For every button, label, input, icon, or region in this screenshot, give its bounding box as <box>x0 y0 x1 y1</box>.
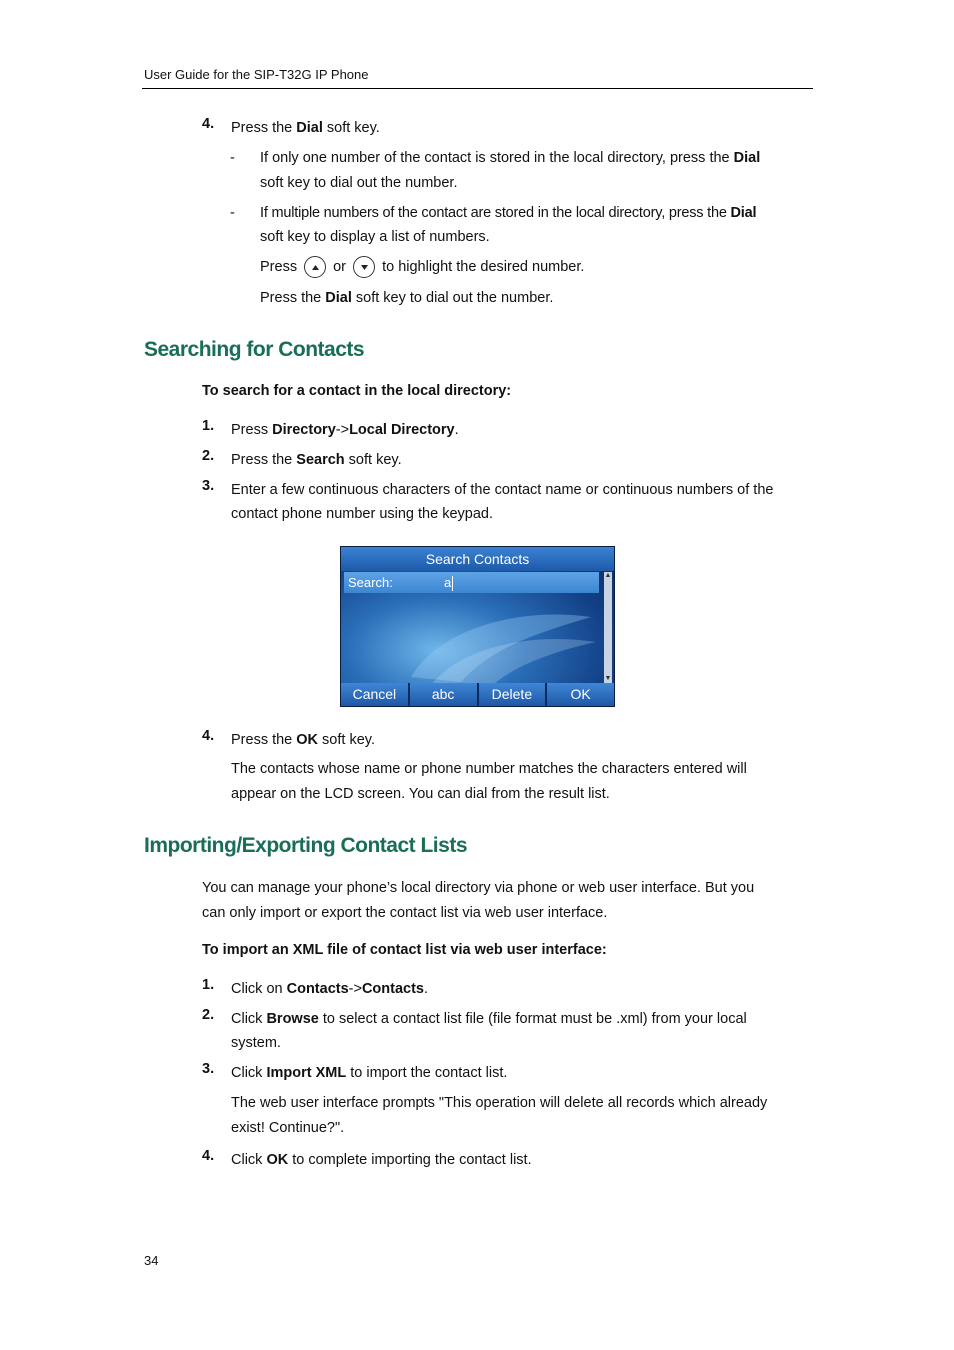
text: Click <box>231 1011 267 1027</box>
step-text: system. <box>231 1035 281 1051</box>
text: . <box>454 422 459 438</box>
running-header: User Guide for the SIP-T32G IP Phone <box>144 67 369 82</box>
menu-path: Directory <box>272 422 336 438</box>
soft-key-name: Dial <box>733 150 761 166</box>
abc-softkey[interactable]: abc <box>410 683 477 706</box>
result-text: The contacts whose name or phone number matches the characters entered will <box>231 761 747 777</box>
delete-softkey[interactable]: Delete <box>479 683 546 706</box>
step-number: 2. <box>202 448 215 464</box>
scrollbar[interactable] <box>604 572 612 683</box>
ok-softkey[interactable]: OK <box>547 683 614 706</box>
button-name: Import XML <box>266 1065 347 1081</box>
step-text <box>231 448 402 473</box>
text: Click on <box>231 981 287 997</box>
step-number: 1. <box>202 977 215 993</box>
up-arrow-key-icon <box>304 256 326 278</box>
search-field[interactable] <box>344 572 599 593</box>
text: -> <box>348 981 362 997</box>
soft-key-name: Dial <box>730 205 757 221</box>
intro-text: can only import or export the contact list via web user interface. <box>202 905 608 921</box>
bullet-dash: - <box>230 205 235 221</box>
page-number: 34 <box>144 1253 159 1268</box>
step-text: contact phone number using the keypad. <box>231 506 493 522</box>
search-input[interactable] <box>444 572 453 593</box>
procedure-title: To import an XML file of contact list via web user interface: <box>202 942 607 958</box>
step-text <box>231 728 375 753</box>
bullet-dash: - <box>230 150 235 166</box>
bullet-text: soft key to dial out the number. <box>260 175 458 191</box>
step-text: Enter a few continuous characters of the contact name or continuous numbers of the <box>231 482 774 498</box>
text: to select a contact list file (file format must be .xml) from your local <box>318 1011 747 1027</box>
scroll-up-icon[interactable]: ▲ <box>604 572 612 579</box>
bullet-text: soft key to display a list of numbers. <box>260 229 490 245</box>
step-text <box>231 977 428 1002</box>
prompt-text: exist! Continue?". <box>231 1120 345 1136</box>
text: soft key to dial out the number. <box>351 290 554 306</box>
text: If only one number of the contact is stored in the local directory, press the <box>260 150 734 166</box>
step-number: 4. <box>202 728 215 744</box>
text: Press <box>260 259 302 275</box>
step-number: 3. <box>202 478 215 494</box>
procedure-title: To search for a contact in the local directory: <box>202 383 512 399</box>
step-text <box>231 1007 747 1032</box>
search-value: a <box>444 575 452 590</box>
button-name: OK <box>266 1152 289 1168</box>
step-text <box>231 1061 507 1086</box>
text: soft key. <box>318 732 375 748</box>
scroll-down-icon[interactable]: ▼ <box>604 675 612 682</box>
softkey-bar <box>341 683 614 706</box>
text-cursor <box>452 576 453 591</box>
text: Press the <box>260 290 326 306</box>
header-rule <box>142 88 813 89</box>
prompt-text: The web user interface prompts "This operation will delete all records which already <box>231 1095 768 1111</box>
bullet-text <box>260 201 756 226</box>
text: . <box>424 981 429 997</box>
press-nav-line <box>260 255 584 280</box>
text: Press the <box>231 732 297 748</box>
step-text <box>231 418 459 443</box>
text: or <box>329 259 351 275</box>
soft-key-name: Dial <box>296 120 323 136</box>
dial-line <box>260 286 553 311</box>
text: Press <box>231 422 273 438</box>
button-name: Browse <box>266 1011 319 1027</box>
text: to complete importing the contact list. <box>288 1152 532 1168</box>
text: Press the <box>231 452 297 468</box>
text: to import the contact list. <box>346 1065 508 1081</box>
section-heading: Searching for Contacts <box>144 338 365 361</box>
cancel-softkey[interactable]: Cancel <box>341 683 408 706</box>
soft-key-name: Dial <box>325 290 352 306</box>
menu-path: Local Directory <box>349 422 455 438</box>
step-number: 3. <box>202 1061 215 1077</box>
menu-path: Contacts <box>286 981 349 997</box>
soft-key-name: Search <box>296 452 345 468</box>
search-contacts-screen <box>340 546 615 707</box>
menu-path: Contacts <box>361 981 424 997</box>
wallpaper-swirl <box>401 587 601 687</box>
text: soft key. <box>322 120 380 136</box>
step-number: 4. <box>202 1148 215 1164</box>
text: to highlight the desired number. <box>378 259 585 275</box>
result-text: appear on the LCD screen. You can dial from the result list. <box>231 786 610 802</box>
intro-text: You can manage your phone’s local directory via phone or web user interface. But you <box>202 880 755 896</box>
step-number: 4. <box>202 116 215 132</box>
text: -> <box>335 422 350 438</box>
step-text <box>231 1148 532 1173</box>
search-label: Search: <box>348 575 393 590</box>
bullet-text <box>260 146 760 171</box>
section-heading: Importing/Exporting Contact Lists <box>144 834 467 857</box>
step-number: 2. <box>202 1007 215 1023</box>
text: Click <box>231 1065 267 1081</box>
text: Click <box>231 1152 267 1168</box>
soft-key-name: OK <box>296 732 319 748</box>
screen-title: Search Contacts <box>341 547 614 571</box>
down-arrow-key-icon <box>353 256 375 278</box>
text: soft key. <box>344 452 402 468</box>
step-text <box>231 116 380 141</box>
text: Press the <box>231 120 297 136</box>
text: If multiple numbers of the contact are stored in the local directory, press the <box>260 205 731 221</box>
step-number: 1. <box>202 418 215 434</box>
